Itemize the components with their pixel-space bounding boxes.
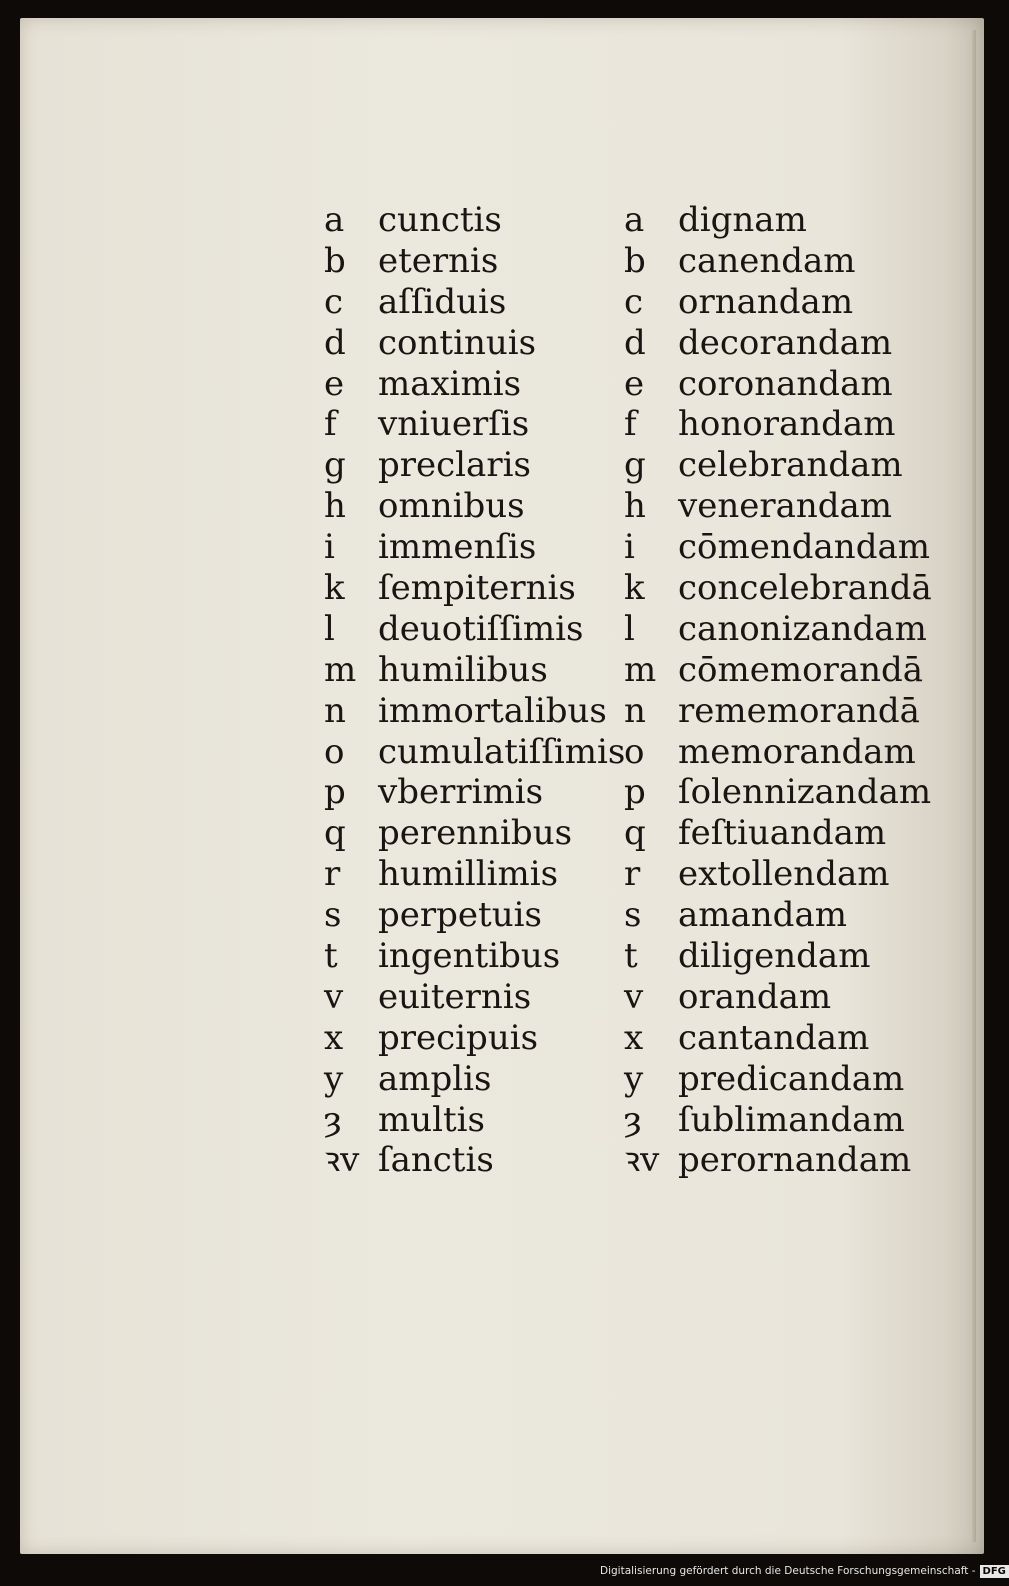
word-row — [624, 445, 954, 486]
row-letter: l — [324, 608, 335, 649]
row-letter: n — [624, 690, 646, 731]
word-row — [624, 241, 954, 282]
row-letter: b — [324, 240, 346, 281]
word-row — [624, 527, 954, 568]
word-row — [324, 977, 634, 1018]
word-row — [324, 323, 634, 364]
word-row — [324, 813, 634, 854]
row-word: orandam — [678, 976, 832, 1017]
word-row — [624, 1018, 954, 1059]
row-word: immenſis — [378, 527, 537, 568]
word-row — [624, 895, 954, 936]
word-row — [324, 364, 634, 405]
row-word: memorandam — [678, 731, 916, 772]
row-word: ſempiternis — [378, 568, 576, 609]
word-row — [324, 650, 634, 691]
word-row — [624, 691, 954, 732]
word-row — [624, 1100, 954, 1141]
row-letter: c — [324, 281, 344, 322]
word-row — [624, 1059, 954, 1100]
row-letter: c — [624, 281, 644, 322]
row-word: perennibus — [378, 813, 573, 854]
row-word: cunctis — [378, 200, 502, 240]
row-word: honorandam — [678, 404, 896, 445]
row-word: dignam — [678, 200, 807, 240]
row-word: maximis — [378, 363, 522, 404]
word-row — [324, 732, 634, 773]
row-letter: o — [624, 731, 645, 772]
row-word: cōmendandam — [678, 527, 930, 568]
row-letter: i — [324, 527, 335, 568]
word-row — [624, 732, 954, 773]
row-letter: e — [324, 363, 345, 404]
row-word: humillimis — [378, 854, 559, 895]
word-row — [624, 323, 954, 364]
row-word: venerandam — [678, 486, 893, 527]
word-row — [324, 282, 634, 323]
row-word: rememorandā — [678, 690, 920, 731]
word-row — [624, 404, 954, 445]
word-row — [324, 1059, 634, 1100]
row-word: perornandam — [678, 1140, 912, 1181]
row-word: vberrimis — [378, 772, 544, 813]
row-word: cantandam — [678, 1017, 870, 1058]
row-letter: k — [624, 568, 645, 609]
row-letter: a — [324, 200, 345, 240]
row-letter: q — [624, 813, 646, 854]
row-letter: s — [324, 895, 342, 936]
row-letter: h — [624, 486, 646, 527]
row-letter: y — [324, 1058, 344, 1099]
row-word: precipuis — [378, 1017, 539, 1058]
row-word: feſtiuandam — [678, 813, 887, 854]
dfg-logo: DFG — [980, 1565, 1009, 1578]
word-row — [324, 568, 634, 609]
row-letter: y — [624, 1058, 644, 1099]
row-letter: a — [624, 200, 645, 240]
row-word: vniuerſis — [378, 404, 530, 445]
word-row — [324, 1140, 634, 1181]
row-letter: r — [324, 854, 341, 895]
word-row — [324, 445, 634, 486]
word-row — [324, 404, 634, 445]
row-letter: ꝛv — [624, 1140, 660, 1181]
row-word: ſublimandam — [678, 1099, 905, 1140]
row-letter: r — [624, 854, 641, 895]
row-letter: x — [624, 1017, 644, 1058]
row-letter: i — [624, 527, 635, 568]
row-word: continuis — [378, 322, 537, 363]
page-edge-shadow — [972, 30, 976, 1542]
left-word-column — [324, 200, 634, 1181]
word-row — [324, 1018, 634, 1059]
row-letter: d — [324, 322, 346, 363]
row-word: ſanctis — [378, 1140, 494, 1181]
row-letter: ȝ — [324, 1099, 342, 1140]
row-letter: g — [624, 445, 646, 486]
row-letter: t — [624, 936, 638, 977]
word-row — [324, 691, 634, 732]
word-row — [324, 486, 634, 527]
row-letter: g — [324, 445, 346, 486]
row-word: canonizandam — [678, 608, 927, 649]
word-row — [624, 609, 954, 650]
row-word: canendam — [678, 240, 856, 281]
word-row — [624, 772, 954, 813]
word-row — [324, 772, 634, 813]
word-row — [624, 977, 954, 1018]
word-row — [324, 241, 634, 282]
row-letter: ꝛv — [324, 1140, 360, 1181]
row-letter: b — [624, 240, 646, 281]
row-letter: f — [324, 404, 337, 445]
row-word: humilibus — [378, 649, 548, 690]
row-word: concelebrandā — [678, 568, 932, 609]
row-letter: s — [624, 895, 642, 936]
row-word: ornandam — [678, 281, 854, 322]
word-row — [624, 200, 954, 241]
row-word: multis — [378, 1099, 485, 1140]
word-row — [324, 854, 634, 895]
digitization-credit — [600, 1560, 1006, 1582]
row-word: cōmemorandā — [678, 649, 924, 690]
row-letter: d — [624, 322, 646, 363]
row-word: decorandam — [678, 322, 893, 363]
row-word: amplis — [378, 1058, 492, 1099]
row-word: ingentibus — [378, 936, 561, 977]
row-letter: x — [324, 1017, 344, 1058]
word-row — [624, 854, 954, 895]
row-letter: v — [324, 976, 344, 1017]
word-row — [624, 364, 954, 405]
word-row — [324, 527, 634, 568]
word-row — [624, 282, 954, 323]
row-letter: f — [624, 404, 637, 445]
word-row — [624, 568, 954, 609]
word-row — [324, 895, 634, 936]
word-row — [324, 1100, 634, 1141]
row-word: extollendam — [678, 854, 890, 895]
row-word: ſolennizandam — [678, 772, 932, 813]
row-word: eternis — [378, 240, 499, 281]
row-letter: e — [624, 363, 645, 404]
word-row — [624, 936, 954, 977]
row-word: amandam — [678, 895, 847, 936]
row-word: omnibus — [378, 486, 525, 527]
row-letter: p — [624, 772, 646, 813]
row-letter: ȝ — [624, 1099, 642, 1140]
row-letter: v — [624, 976, 644, 1017]
row-word: celebrandam — [678, 445, 903, 486]
row-word: aſſiduis — [378, 281, 507, 322]
row-letter: q — [324, 813, 346, 854]
row-word: coronandam — [678, 363, 893, 404]
row-letter: l — [624, 608, 635, 649]
row-letter: t — [324, 936, 338, 977]
word-row — [624, 813, 954, 854]
word-row — [624, 1140, 954, 1181]
word-row — [324, 609, 634, 650]
row-word: immortalibus — [378, 690, 607, 731]
row-word: predicandam — [678, 1058, 905, 1099]
credit-text: Digitalisierung gefördert durch die Deutsche Forschungsgemeinschaft - — [600, 1565, 976, 1577]
row-letter: n — [324, 690, 346, 731]
row-word: diligendam — [678, 936, 871, 977]
right-word-column — [624, 200, 954, 1181]
row-letter: o — [324, 731, 345, 772]
row-letter: k — [324, 568, 345, 609]
book-page — [20, 18, 984, 1554]
word-row — [624, 486, 954, 527]
row-word: perpetuis — [378, 895, 542, 936]
word-row — [324, 936, 634, 977]
word-row — [324, 200, 634, 241]
row-word: deuotiſſimis — [378, 608, 584, 649]
row-word: preclaris — [378, 445, 531, 486]
row-word: cumulatiſſimis — [378, 731, 626, 772]
row-letter: m — [324, 649, 357, 690]
row-word: euiternis — [378, 976, 532, 1017]
row-letter: m — [624, 649, 657, 690]
word-row — [624, 650, 954, 691]
row-letter: p — [324, 772, 346, 813]
row-letter: h — [324, 486, 346, 527]
